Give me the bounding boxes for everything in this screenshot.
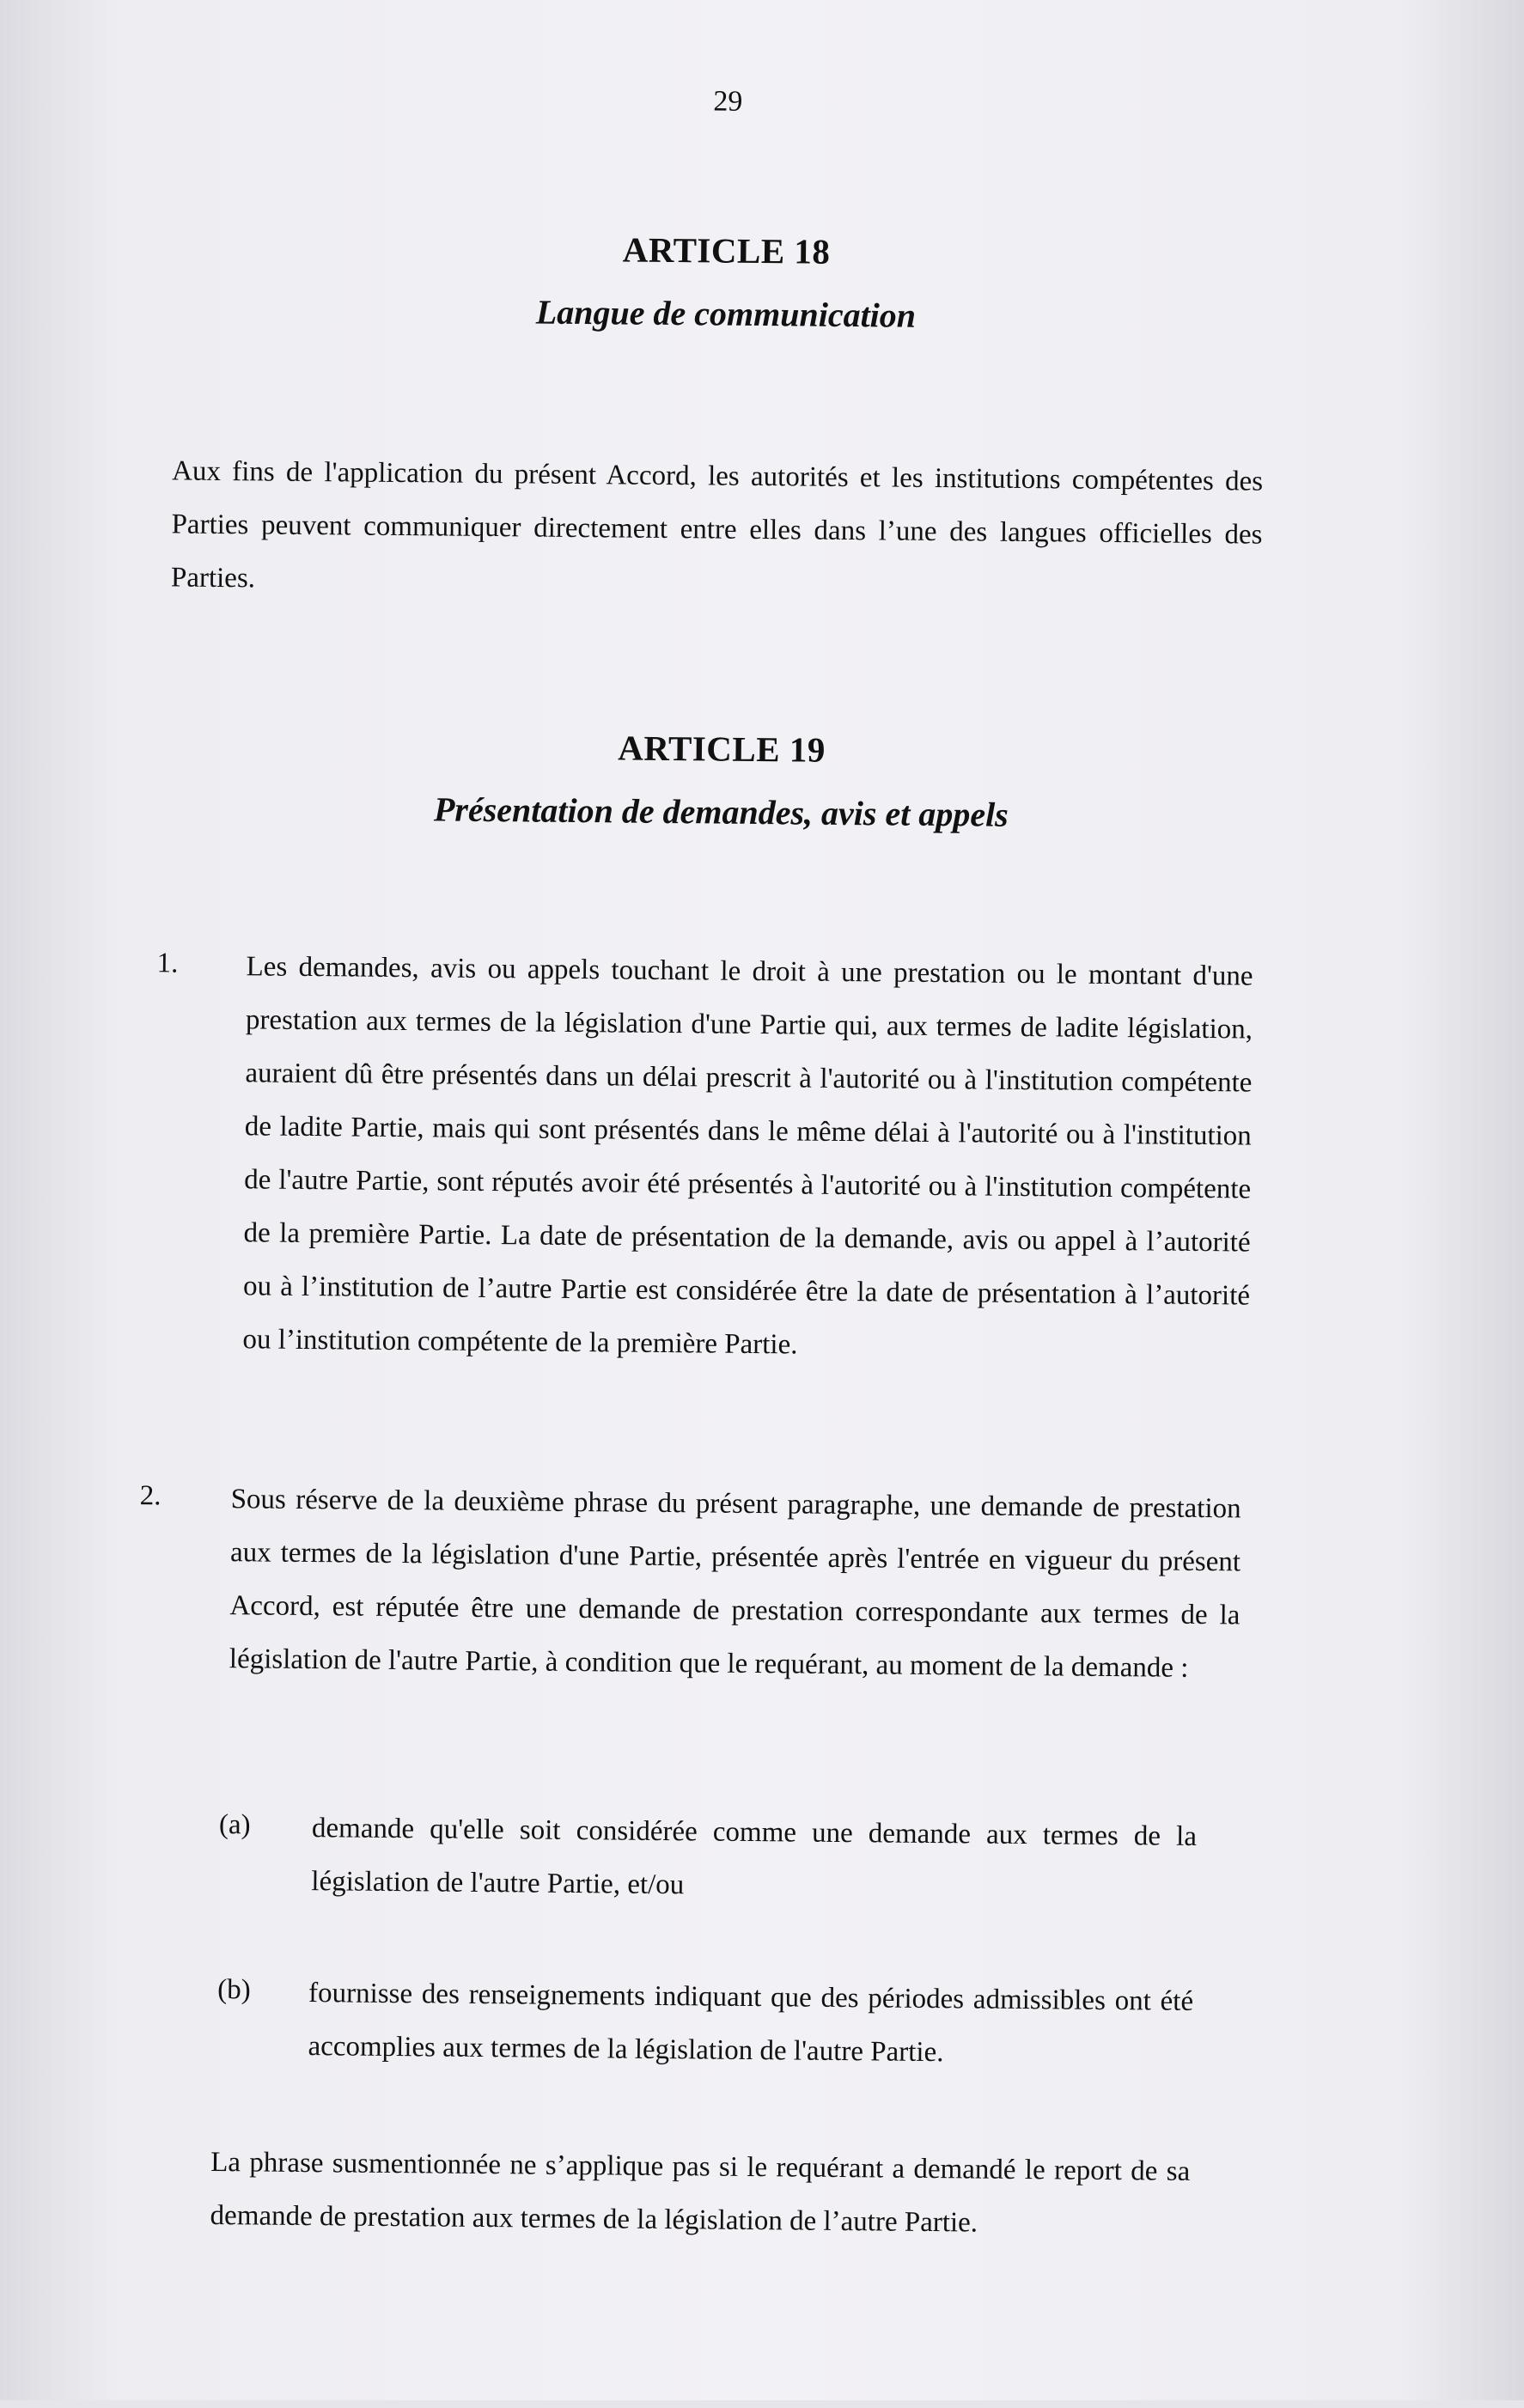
article-18-subtitle: Langue de communication (535, 292, 917, 335)
article-18-body: Aux fins de l'application du présent Accord, les autorités et les institutions compétentes des Parties peuvent communiquer directement entre elles dans l’une des langues officielles des Parties. (170, 455, 1264, 594)
paragraph-1-number: 1. (156, 948, 179, 979)
item-a-text: demande qu'elle soit considérée comme une demande aux termes de la législation de l'autre Partie, et/ou (311, 1813, 1198, 1901)
article-18-heading: ARTICLE 18 (622, 229, 831, 271)
article-19-subtitle: Présentation de demandes, avis et appels (433, 789, 1009, 834)
paragraph-2-number: 2. (139, 1480, 162, 1512)
page-number: 29 (713, 85, 743, 118)
item-b-text: fournisse des renseignements indiquant que des périodes admissibles ont été accomplies aux termes de la législation de l'autre Partie. (308, 1978, 1194, 2069)
paragraph-1-text: Les demandes, avis ou appels touchant le droit à une prestation ou le montant d'une prestation aux termes de la législation d'une Partie qui, aux termes de ladite législation, auraient dû être présentés dans un délai prescrit à l'autorité ou à l'institution compétente de ladite Partie, mais qui sont présentés dans le même délai à l'autorité ou à l'institution de l'autre Partie, sont réputés avoir été présentés à l'autorité ou à l'institution compétente de la première Partie. La date de présentation de la demande, avis ou appel à l’autorité ou à l’institution de l’autre Partie est considérée être la date de présentation à l’autorité ou l’institution compétente de la première Partie. (242, 951, 1253, 1361)
paragraph-2-text: Sous réserve de la deuxième phrase du présent paragraphe, une demande de prestation aux termes de la législation d'une Partie, présentée après l'entrée en vigueur du présent Accord, est réputée être une demande de prestation correspondante aux termes de la législation de l'autre Partie, à condition que le requérant, au moment de la demande : (229, 1484, 1241, 1684)
item-a-label: (a) (218, 1809, 251, 1841)
item-b-label: (b) (217, 1974, 251, 2006)
article-19-heading: ARTICLE 19 (618, 728, 826, 770)
closing-sentence: La phrase susmentionnée ne s’applique pas si le requérant a demandé le report de sa demande de prestation aux termes de la législation de l’autre Partie. (210, 2146, 1191, 2239)
